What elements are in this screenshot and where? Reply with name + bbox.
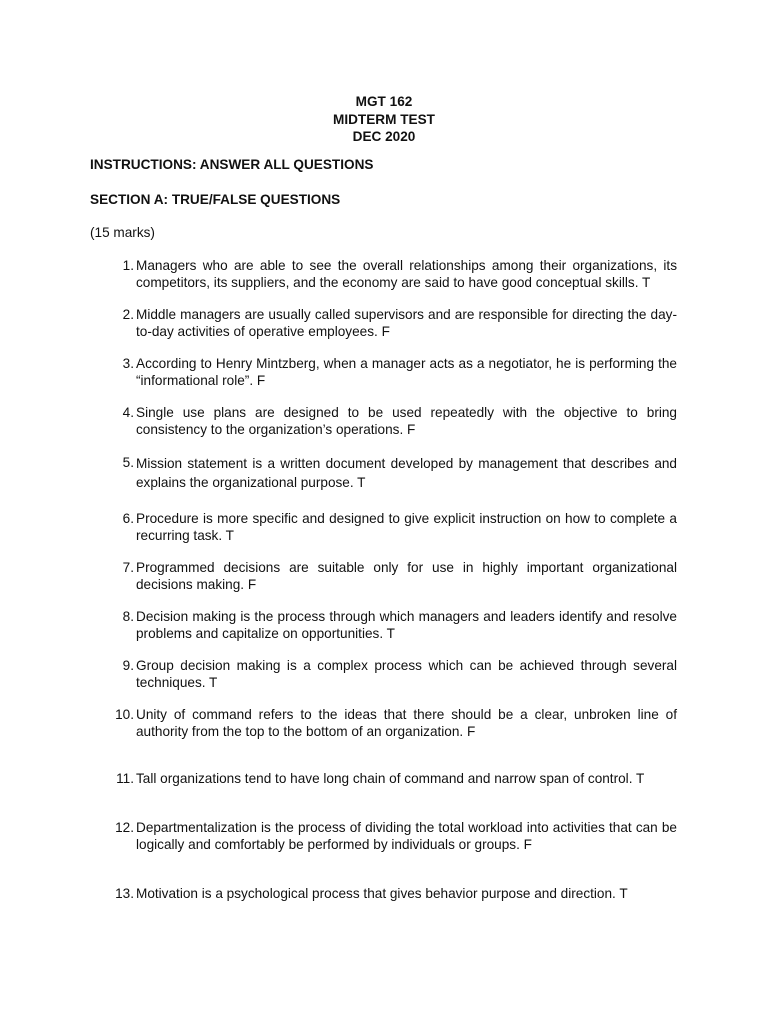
question-number: 3. xyxy=(122,356,134,371)
question-text: Mission statement is a written document developed by management that describes and explains the organizational purpose. T xyxy=(136,456,677,490)
section-title: SECTION A: TRUE/FALSE QUESTIONS xyxy=(90,192,341,207)
question-number: 10. xyxy=(115,707,134,722)
question-text: Unity of command refers to the ideas that there should be a clear, unbroken line of authority from the top to the bottom of an organization. F xyxy=(136,707,677,739)
question-text: Programmed decisions are suitable only for use in highly important organizational decisions making. F xyxy=(136,560,677,592)
marks-label: (15 marks) xyxy=(90,225,155,240)
question-text: Single use plans are designed to be used repeatedly with the objective to bring consistency to the organization’s operations. F xyxy=(136,405,677,437)
question-text: Motivation is a psychological process that gives behavior purpose and direction. T xyxy=(136,886,628,901)
question-text: Middle managers are usually called supervisors and are responsible for directing the day-to-day activities of operative employees. F xyxy=(136,307,677,339)
question-text: Decision making is the process through which managers and leaders identify and resolve problems and capitalize on opportunities. T xyxy=(136,609,677,641)
question-text: According to Henry Mintzberg, when a manager acts as a negotiator, he is performing the “informational role”. F xyxy=(136,356,677,388)
question-number: 13. xyxy=(115,886,134,901)
question-text: Tall organizations tend to have long chain of command and narrow span of control. T xyxy=(136,771,645,786)
question-text: Group decision making is a complex process which can be achieved through several techniques. T xyxy=(136,658,677,690)
question-text: Departmentalization is the process of dividing the total workload into activities that can be logically and comfortably be performed by individuals or groups. F xyxy=(136,820,677,852)
instructions-heading: INSTRUCTIONS: ANSWER ALL QUESTIONS xyxy=(90,157,374,172)
question-text: Procedure is more specific and designed to give explicit instruction on how to complete a recurring task. T xyxy=(136,511,677,543)
document-header xyxy=(0,93,768,146)
test-date: DEC 2020 xyxy=(352,129,416,144)
question-number: 7. xyxy=(122,560,134,575)
course-code: MGT 162 xyxy=(355,94,413,109)
question-number: 5. xyxy=(122,455,134,470)
question-number: 4. xyxy=(122,405,134,420)
question-number: 6. xyxy=(122,511,134,526)
question-number: 8. xyxy=(122,609,134,624)
question-number: 12. xyxy=(115,820,134,835)
question-number: 2. xyxy=(122,307,134,322)
question-text: Managers who are able to see the overall relationships among their organizations, its competitors, its suppliers, and the economy are said to have good conceptual skills. T xyxy=(136,258,677,290)
test-title: MIDTERM TEST xyxy=(333,111,435,127)
question-number: 9. xyxy=(122,658,134,673)
question-number: 11. xyxy=(116,771,134,786)
question-number: 1. xyxy=(122,258,134,273)
